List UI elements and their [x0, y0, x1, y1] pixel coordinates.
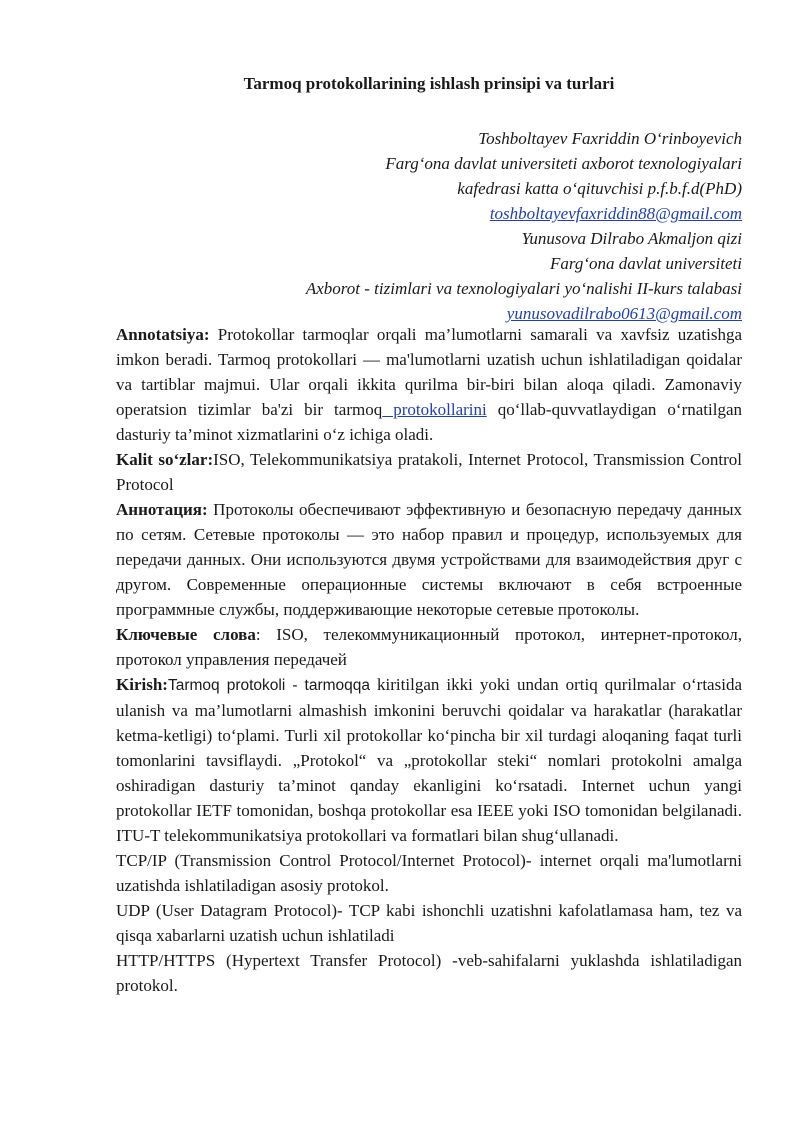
paper-title: Tarmoq protokollarining ishlash prinsipi va turlari	[243, 74, 615, 93]
annotatsiya-text-1: Protokollar tarmoqlar orqali ma’lumotlarni samarali va xavfsiz uzatishga imkon beradi. Tarmoq protokollari — ma'lumotlarni uzatish uchun ishlatiladigan qoidalar va tartiblar majmui. Ular orqali ikkita qurilma bir-biri bilan aloqa qiladi. Zamonaviy operatsion tizimlar ba'zi bir tarmoq	[116, 325, 742, 419]
annotatsiya-ru-text: Протоколы обеспечивают эффективную и безопасную передачу данных по сетям. Сетевые протоколы — это набор правил и процедур, используемых для передачи данных. Они используются двумя устройствами для взаимодействия друг с другом. Современные операционные системы включают в себя встроенные программные службы, поддерживающие некоторые сетевые протоколы.	[116, 500, 742, 619]
annotatsiya-ru-label: Аннотация:	[116, 500, 208, 519]
kalit-sozlar-paragraph	[116, 447, 742, 497]
author-email-2-link[interactable]: yunusovadilrabo0613@gmail.com	[506, 304, 742, 323]
author-affiliation-2: Farg‘ona davlat universiteti	[549, 254, 742, 273]
annotatsiya-ru-paragraph	[116, 497, 742, 622]
tcp-ip-paragraph: TCP/IP (Transmission Control Protocol/Internet Protocol)- internet orqali ma'lumotlarni uzatishda ishlatiladigan asosiy protokol.	[116, 851, 742, 895]
author-position-2: Axborot - tizimlari va texnologiyalari yo‘nalishi II-kurs talabasi	[305, 279, 742, 298]
author-position-1: kafedrasi katta o‘qituvchisi p.f.b.f.d(PhD)	[457, 179, 742, 198]
kalit-sozlar-label: Kalit so‘zlar:	[116, 450, 214, 469]
author-block	[116, 126, 742, 326]
kirish-paragraph	[116, 672, 742, 848]
author-email-1-link[interactable]: toshboltayevfaxriddin88@gmail.com	[489, 204, 742, 223]
paper-body	[116, 322, 742, 998]
kluchevye-text: : ISO, телекоммуникационный протокол, интернет-протокол, протокол управления передачей	[116, 625, 743, 669]
author-affiliation-1: Farg‘ona davlat universiteti axborot texnologiyalari	[385, 154, 742, 173]
kirish-label: Kirish:	[116, 675, 168, 694]
annotatsiya-paragraph	[116, 322, 742, 447]
author-name-1: Toshboltayev Faxriddin O‘rinboyevich	[478, 129, 742, 148]
kluchevye-label: Ключевые слова	[116, 625, 256, 644]
udp-paragraph: UDP (User Datagram Protocol)- TCP kabi ishonchli uzatishni kafolatlamasa ham, tez va qisqa xabarlarni uzatish uchun ishlatiladi	[116, 901, 742, 945]
author-name-2: Yunusova Dilrabo Akmaljon qizi	[521, 229, 742, 248]
annotatsiya-text-2: qo‘llab-quvvatlaydigan o‘rnatilgan dasturiy ta’minot xizmatlarini o‘z ichiga oladi.	[116, 400, 742, 444]
annotatsiya-label: Annotatsiya:	[116, 325, 210, 344]
kalit-sozlar-text: ISO, Telekommunikatsiya pratakoli, Internet Protocol, Transmission Control Protocol	[116, 450, 742, 494]
kirish-sans-text: Tarmoq protokoli - tarmoqqa	[167, 677, 371, 694]
kirish-text: kiritilgan ikki yoki undan ortiq qurilmalar o‘rtasida ulanish va ma’lumotlarni almashish imkonini beruvchi qoidalar va harakatlar (harakatlar ketma-ketligi) to‘plami. Turli xil protokollar ko‘pincha bir xil turdagi aloqaning faqat turli tomonlarini tavsiflaydi. „Protokol“ va „protokollar steki“ nomlari protokolni amalga oshiradigan dasturiy ta’minot qanday ekanligini ko‘rsatadi. Internet uchun yangi protokollar IETF tomonidan, boshqa protokollar esa IEEE yoki ISO tomonidan belgilanadi. ITU-T telekommunikatsiya protokollari va formatlari bilan shug‘ullanadi.	[116, 675, 742, 845]
kluchevye-paragraph	[116, 622, 742, 672]
protokollarini-link[interactable]: protokollarini	[382, 400, 487, 419]
http-paragraph: HTTP/HTTPS (Hypertext Transfer Protocol) -veb-sahifalarni yuklashda ishlatiladigan protokol.	[116, 951, 742, 995]
